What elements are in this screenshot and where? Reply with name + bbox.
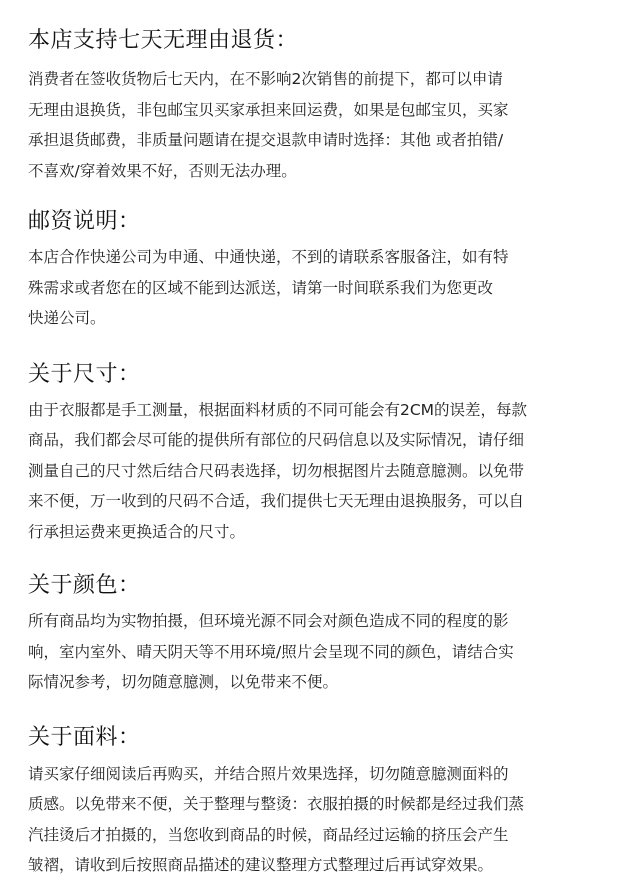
body-line: 商品，我们都会尽可能的提供所有部位的尺码信息以及实际情况，请仔细 <box>28 431 525 449</box>
body-line: 响，室内室外、晴天阴天等不用环境/照片会呈现不同的颜色，请结合实 <box>28 642 514 661</box>
section-body <box>28 759 592 881</box>
body-line: 无理由退换货，非包邮宝贝买家承担来回运费，如果是包邮宝贝，买家 <box>28 100 509 119</box>
body-line: 本店合作快递公司为申通、中通快递，不到的请联系客服备注，如有特 <box>28 248 509 266</box>
body-line: 由于衣服都是手工测量，根据面料材质的不同可能会有2CM的误差，每款 <box>28 400 528 419</box>
body-line: 来不便，万一收到的尺码不合适，我们提供七天无理由退换服务，可以自 <box>28 492 525 510</box>
body-line: 殊需求或者您在的区域不能到达派送，请第一时间联系我们为您更改 <box>28 278 494 297</box>
body-line: 不喜欢/穿着效果不好，否则无法办理。 <box>28 161 297 180</box>
body-line: 际情况参考，切勿随意臆测，以免带来不便。 <box>28 673 339 691</box>
body-line: 请买家仔细阅读后再购买，并结合照片效果选择，切勿随意臆测面料的 <box>28 764 509 783</box>
section-returns-policy <box>28 26 592 186</box>
section-body <box>28 242 592 334</box>
body-line: 消费者在签收货物后七天内，在不影响2次销售的前提下，都可以申请 <box>28 70 503 88</box>
section-about-color <box>28 571 592 698</box>
body-line: 质感。以免带来不便，关于整理与整烫：衣服拍摄的时候都是经过我们蒸 <box>28 795 525 813</box>
body-line: 快递公司。 <box>28 309 106 327</box>
section-title: 关于尺寸： <box>28 361 141 387</box>
section-title: 邮资说明： <box>28 209 141 234</box>
body-line: 汽挂烫后才拍摄的，当您收到商品的时候，商品经过运输的挤压会产生 <box>28 825 509 844</box>
section-body <box>28 606 592 698</box>
section-about-fabric <box>28 723 592 881</box>
body-line: 行承担运费来更换适合的尺寸。 <box>28 522 246 541</box>
section-about-size <box>28 360 592 548</box>
section-title: 关于颜色： <box>28 573 141 598</box>
section-body <box>28 395 592 548</box>
body-line: 测量自己的尺寸然后结合尺码表选择，切勿根据图片去随意臆测。以免带 <box>28 461 525 480</box>
body-line: 皱褶，请收到后按照商品描述的建议整理方式整理过后再试穿效果。 <box>28 856 494 874</box>
body-line: 所有商品均为实物拍摄，但环境光源不同会对颜色造成不同的程度的影 <box>28 612 509 630</box>
section-title: 关于面料： <box>28 724 141 750</box>
section-title: 本店支持七天无理由退货： <box>28 28 299 53</box>
section-body <box>28 64 592 186</box>
section-shipping-info <box>28 207 592 334</box>
body-line: 承担退货邮费，非质量问题请在提交退款申请时选择：其他 或者拍错/ <box>28 131 504 149</box>
